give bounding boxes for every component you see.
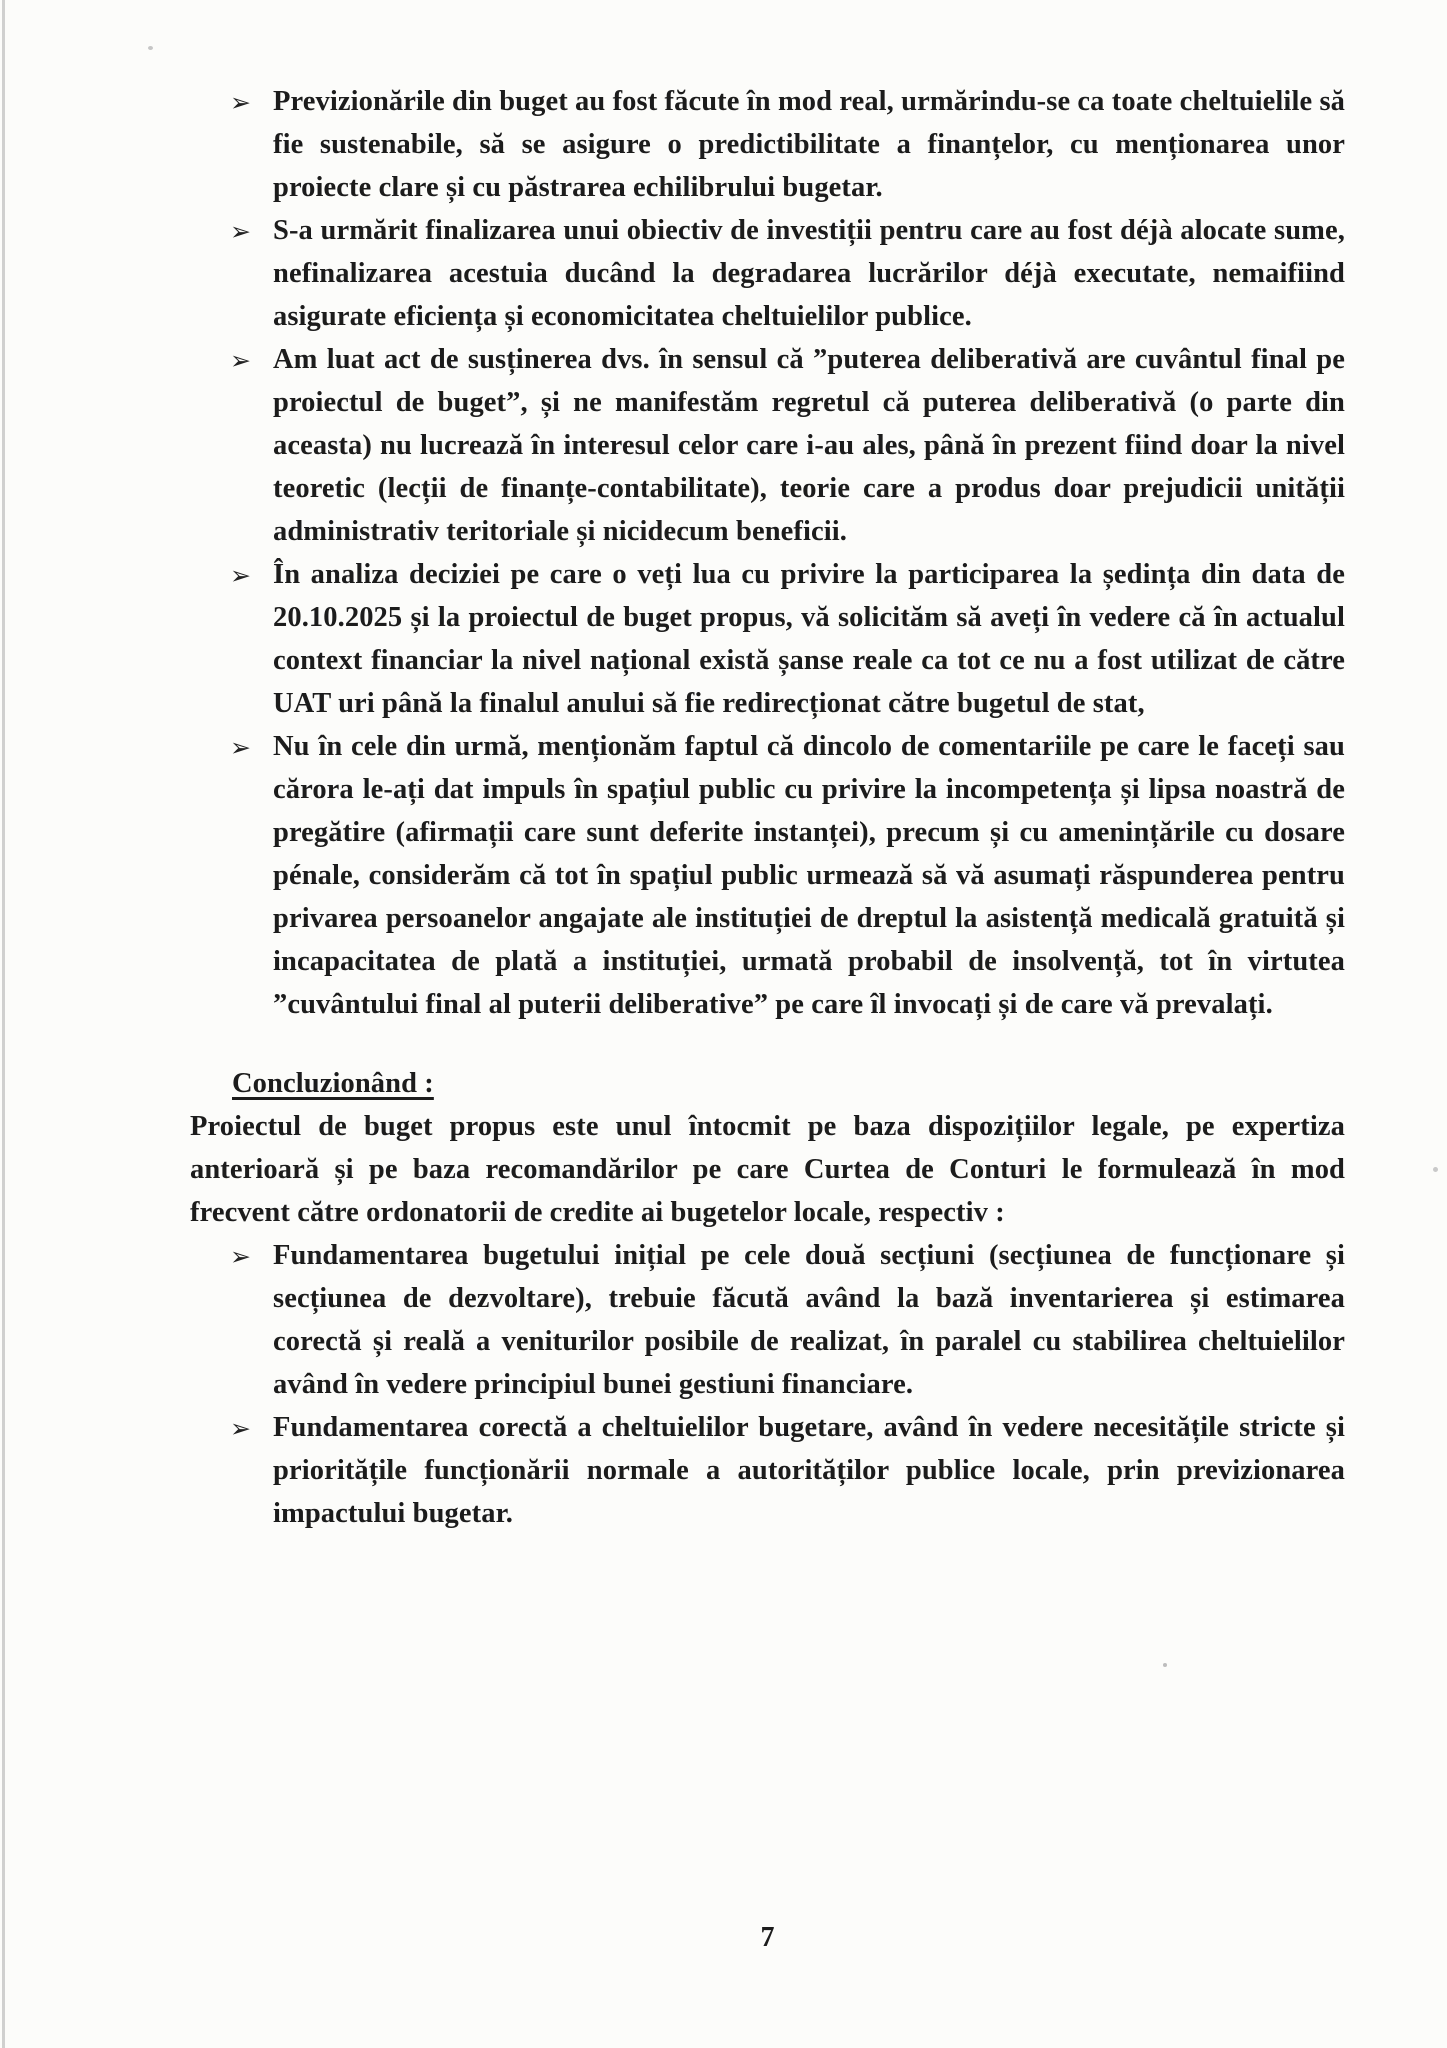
bullet-list-conclusion [190, 1234, 1345, 1535]
arrow-bullet-icon: ➢ [230, 1414, 252, 1443]
arrow-bullet-icon: ➢ [230, 88, 252, 117]
bullet-list-top [190, 80, 1345, 1026]
bullet-text: Fundamentarea bugetului inițial pe cele două secțiuni (secțiunea de funcționare și secțiunea de dezvoltare), trebuie făcută având la bază inventarierea și estimarea corectă și reală a veniturilor posibile de realizat, în paralel cu stabilirea cheltuielilor având în vedere principiul bunei gestiuni financiare. [273, 1240, 1345, 1400]
arrow-bullet-icon: ➢ [230, 1242, 252, 1271]
bullet-item [190, 553, 1345, 725]
bullet-item [190, 1406, 1345, 1535]
bullet-item [190, 1234, 1345, 1406]
conclusion-heading: Concluzionând : [232, 1068, 434, 1099]
arrow-bullet-icon: ➢ [230, 346, 252, 375]
bullet-text: S-a urmărit finalizarea unui obiectiv de investiții pentru care au fost déjà alocate sume, nefinalizarea acestuia ducând la degradarea lucrărilor déjà executate, nemaifiind asigurate eficiența și economicitatea cheltuielilor publice. [273, 215, 1345, 332]
scan-artifact [1433, 1167, 1438, 1172]
arrow-bullet-icon: ➢ [230, 561, 252, 590]
bullet-item [190, 338, 1345, 553]
scan-artifact [1163, 1663, 1167, 1667]
bullet-item [190, 725, 1345, 1026]
scan-artifact [148, 46, 153, 50]
bullet-item [190, 80, 1345, 209]
bullet-text: Am luat act de susținerea dvs. în sensul că ”puterea deliberativă are cuvântul final pe proiectul de buget”, și ne manifestăm regretul că puterea deliberativă (o parte din aceasta) nu lucrează în interesul celor care i-au ales, până în prezent fiind doar la nivel teoretic (lecții de finanțe-contabilitate), teorie care a produs doar prejudicii unității administrativ teritoriale și nicidecum beneficii. [273, 344, 1345, 547]
bullet-text: Previzionările din buget au fost făcute în mod real, urmărindu-se ca toate cheltuielile să fie sustenabile, să se asigure o predictibilitate a finanțelor, cu menționarea unor proiecte clare și cu păstrarea echilibrului bugetar. [273, 86, 1345, 203]
bullet-text: Nu în cele din urmă, menționăm faptul că dincolo de comentariile pe care le faceți sau cărora le-ați dat impuls în spațiul public cu privire la incompetența și lipsa noastră de pregătire (afirmații care sunt deferite instanței), precum și cu amenințările cu dosare pénale, considerăm că tot în spațiul public urmează să vă asumați răspunderea pentru privarea persoanelor angajate ale instituției de dreptul la asistență medicală gratuită și incapacitatea de plată a instituției, urmată probabil de insolvență, tot în virtutea ”cuvântului final al puterii deliberative” pe care îl invocați și de care vă prevalați. [273, 731, 1345, 1020]
conclusion-paragraph: Proiectul de buget propus este unul întocmit pe baza dispozițiilor legale, pe expertiza anterioară și pe baza recomandărilor pe care Curtea de Conturi le formulează în mod frecvent către ordonatorii de credite ai bugetelor locale, respectiv : [190, 1111, 1345, 1228]
page-number: 7 [760, 1922, 775, 1953]
document-content [190, 80, 1345, 1535]
bullet-item [190, 209, 1345, 338]
scan-edge-line [2, 0, 5, 2048]
bullet-text: În analiza deciziei pe care o veți lua cu privire la participarea la ședința din data de 20.10.2025 și la proiectul de buget propus, vă solicităm să aveți în vedere că în actualul context financiar la nivel național există șanse reale ca tot ce nu a fost utilizat de către UAT uri până la finalul anului să fie redirecționat către bugetul de stat, [273, 559, 1345, 719]
bullet-text: Fundamentarea corectă a cheltuielilor bugetare, având în vedere necesitățile stricte și prioritățile funcționării normale a autorităților publice locale, prin previzionarea impactului bugetar. [273, 1412, 1345, 1529]
arrow-bullet-icon: ➢ [230, 217, 252, 246]
arrow-bullet-icon: ➢ [230, 733, 252, 762]
